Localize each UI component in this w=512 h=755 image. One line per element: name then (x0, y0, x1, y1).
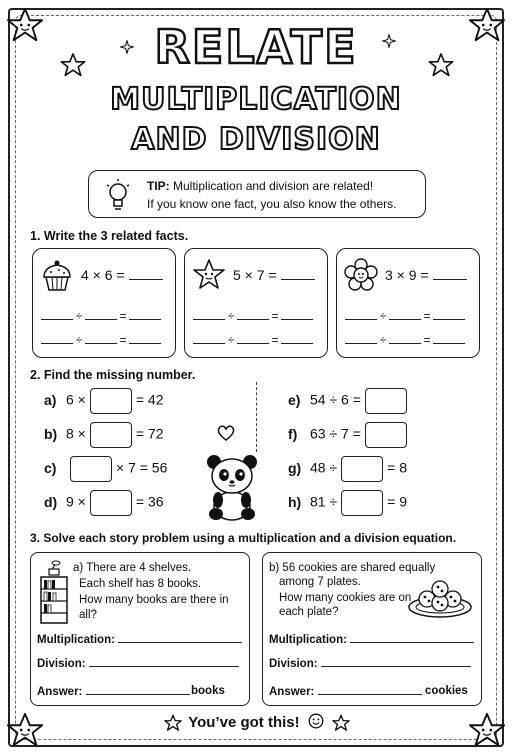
divider (256, 382, 257, 452)
tip-box (88, 170, 426, 218)
multiplication-blank[interactable] (118, 633, 242, 643)
answer-box[interactable] (90, 422, 132, 448)
blank-field[interactable] (237, 310, 269, 320)
section-1-heading: 1. Write the 3 related facts. (30, 229, 189, 243)
title-line-3: AND DIVISION (131, 122, 381, 157)
blank-field[interactable] (281, 310, 313, 320)
smiley-icon (308, 713, 324, 729)
problem-b: b) 8 × = 72 (44, 422, 164, 448)
problem-c: c) × 7 = 56 (44, 456, 167, 482)
blank-field[interactable] (237, 334, 269, 344)
fact-row: ÷ = (345, 333, 473, 347)
tip-line-2: If you know one fact, you also know the others. (147, 197, 397, 211)
story-problem-a (30, 552, 250, 706)
tip-line-1: TIP: Multiplication and division are related! (147, 179, 374, 193)
lightbulb-icon (103, 177, 133, 213)
fact-box-3 (336, 248, 480, 358)
fact-box-1 (32, 248, 176, 358)
answer-blank[interactable] (281, 268, 315, 280)
answer-unit: books (191, 685, 225, 697)
answer-box[interactable] (365, 388, 407, 414)
title-line-1: RELATE (154, 20, 358, 74)
bookshelf-icon (39, 559, 69, 625)
blank-field[interactable] (85, 310, 117, 320)
story-problem-b (262, 552, 482, 706)
answer-blank[interactable] (433, 268, 467, 280)
answer-row: Answer: (269, 685, 422, 698)
multiplication-row: Multiplication: (269, 633, 474, 646)
answer-box[interactable] (365, 422, 407, 448)
division-row: Division: (37, 657, 239, 670)
blank-field[interactable] (129, 310, 161, 320)
problem-d: d) 9 × = 36 (44, 490, 164, 516)
problem-h: h) 81 ÷ = 9 (288, 490, 407, 516)
problem-g: g) 48 ÷ = 8 (288, 456, 407, 482)
story-b-line-2: among 7 plates. (279, 576, 361, 588)
answer-box[interactable] (90, 388, 132, 414)
story-b-line-3: How many cookies are on (279, 592, 412, 604)
blank-field[interactable] (193, 310, 225, 320)
story-a-line-3: How many books are there in all? (79, 594, 229, 621)
answer-unit: cookies (425, 685, 468, 697)
fact-equation: 5 × 7 = (233, 267, 315, 283)
answer-box[interactable] (70, 456, 112, 482)
answer-box[interactable] (90, 490, 132, 516)
fact-row: ÷ = (345, 309, 473, 323)
flower-icon (343, 257, 379, 293)
story-b-line-4: each plate? (279, 606, 339, 618)
star-icon (191, 257, 227, 293)
blank-field[interactable] (433, 334, 465, 344)
story-b-line-1: b) 56 cookies are shared equally (269, 562, 436, 574)
title-line-2: MULTIPLICATION (110, 82, 402, 117)
problem-e: e) 54 ÷ 6 = (288, 388, 411, 414)
fact-row: ÷ = (193, 309, 321, 323)
fact-row: ÷ = (193, 333, 321, 347)
panda-icon (200, 452, 264, 522)
multiplication-row: Multiplication: (37, 633, 242, 646)
answer-box[interactable] (341, 490, 383, 516)
fact-row: ÷ = (41, 333, 169, 347)
cupcake-icon (39, 257, 75, 293)
story-a-line-1: a) There are 4 shelves. (73, 562, 192, 574)
blank-field[interactable] (433, 310, 465, 320)
answer-blank[interactable] (129, 268, 163, 280)
section-3-heading: 3. Solve each story problem using a multiplication and a division equation. (30, 531, 457, 545)
blank-field[interactable] (85, 334, 117, 344)
blank-field[interactable] (129, 334, 161, 344)
blank-field[interactable] (193, 334, 225, 344)
blank-field[interactable] (345, 334, 377, 344)
division-row: Division: (269, 657, 471, 670)
problem-f: f) 63 ÷ 7 = (288, 422, 411, 448)
footer-message: You’ve got this! (0, 713, 512, 731)
blank-field[interactable] (389, 310, 421, 320)
section-2-heading: 2. Find the missing number. (30, 368, 196, 382)
answer-row: Answer: (37, 685, 190, 698)
answer-box[interactable] (341, 456, 383, 482)
fact-equation: 4 × 6 = (81, 267, 163, 283)
blank-field[interactable] (345, 310, 377, 320)
multiplication-blank[interactable] (350, 633, 474, 643)
fact-row: ÷ = (41, 309, 169, 323)
blank-field[interactable] (41, 334, 73, 344)
division-blank[interactable] (89, 657, 239, 667)
story-a-line-2: Each shelf has 8 books. (79, 578, 202, 590)
answer-blank[interactable] (318, 685, 422, 695)
fact-box-2 (184, 248, 328, 358)
blank-field[interactable] (41, 310, 73, 320)
fact-equation: 3 × 9 = (385, 267, 467, 283)
blank-field[interactable] (281, 334, 313, 344)
heart-icon (216, 424, 236, 442)
division-blank[interactable] (321, 657, 471, 667)
star-icon (332, 714, 350, 732)
answer-blank[interactable] (86, 685, 190, 695)
problem-a: a) 6 × = 42 (44, 388, 164, 414)
blank-field[interactable] (389, 334, 421, 344)
cookie-plate-icon (407, 575, 473, 619)
